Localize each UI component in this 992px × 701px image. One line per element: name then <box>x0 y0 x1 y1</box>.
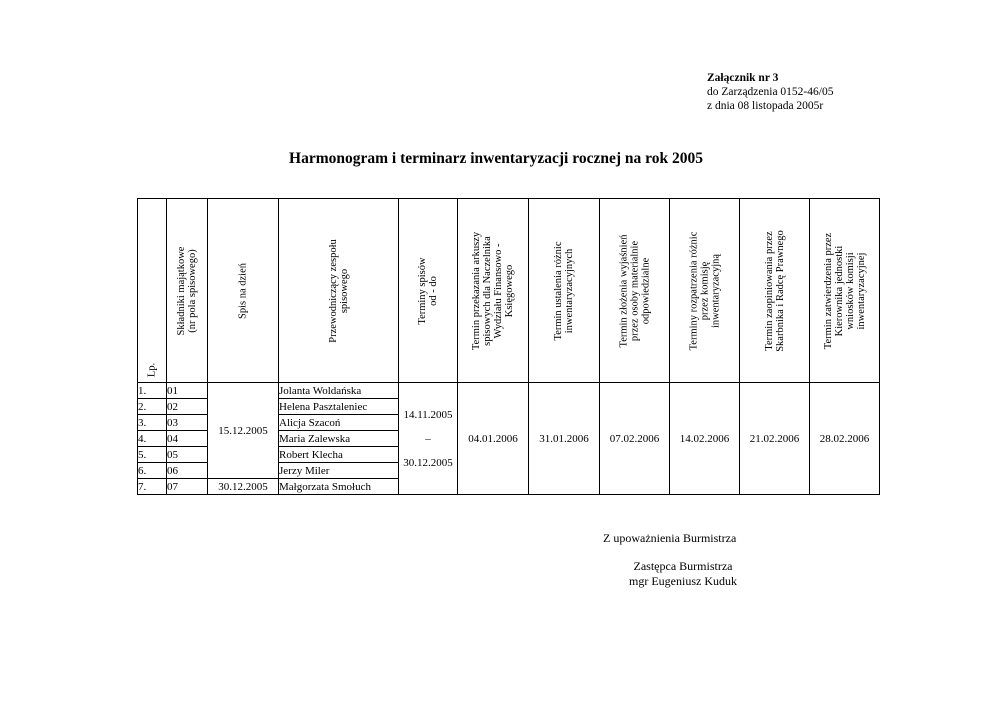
pole-cell: 01 <box>167 383 208 399</box>
lp-cell: 2. <box>138 399 167 415</box>
header-line: Wydziału Finansowo - <box>493 242 504 339</box>
annex-note <box>707 71 833 113</box>
annex-line-3: z dnia 08 listopada 2005r <box>707 100 824 112</box>
person-cell: Małgorzata Smołuch <box>279 479 399 495</box>
header-line: odpowiedzialne <box>640 257 651 324</box>
pole-cell: 05 <box>167 447 208 463</box>
person-cell: Robert Klecha <box>279 447 399 463</box>
annex-title: Załącznik nr 3 <box>707 72 779 84</box>
date-zlozenia: 07.02.2006 <box>600 383 670 495</box>
header-przekazania <box>458 199 529 383</box>
date-przekazania: 04.01.2006 <box>458 383 529 495</box>
header-line: Termin zaopiniowania przez <box>763 230 775 351</box>
terminy-cell <box>399 383 458 495</box>
header-line: Termin złożenia wyjaśnień <box>618 234 629 347</box>
pole-cell: 07 <box>167 479 208 495</box>
header-line: Terminy spisów <box>417 256 428 325</box>
header-line: Skarbnika i Radcę Prawnego <box>774 229 786 352</box>
lp-cell: 6. <box>138 463 167 479</box>
signature-authorization: Z upoważnienia Burmistrza <box>603 531 737 545</box>
header-rozpatrzenia <box>670 199 740 383</box>
person-cell: Helena Pasztaleniec <box>279 399 399 415</box>
date-rozpatrzenia: 14.02.2006 <box>670 383 740 495</box>
header-line: inwentaryzacyjną <box>710 253 721 328</box>
person-cell: Alicja Szacoń <box>279 415 399 431</box>
pole-cell: 03 <box>167 415 208 431</box>
header-terminy <box>399 199 458 383</box>
header-line: Księgowego <box>504 264 515 317</box>
header-lp <box>138 199 167 383</box>
lp-cell: 4. <box>138 431 167 447</box>
header-line: od - do <box>428 275 439 306</box>
header-line: inwentaryzacyjnej <box>855 252 867 329</box>
date-ustalenia: 31.01.2006 <box>529 383 600 495</box>
header-line: wniosków komisji <box>844 251 856 330</box>
annex-line-2: do Zarządzenia 0152-46/05 <box>707 86 834 98</box>
person-cell: Jolanta Woldańska <box>279 383 399 399</box>
header-line: Lp. <box>146 362 158 378</box>
header-line: Termin zatwierdzenia przez <box>822 232 834 349</box>
header-line: przez osoby materialnie <box>629 240 640 341</box>
header-line: Składniki majątkowe <box>176 246 187 335</box>
pole-cell: 04 <box>167 431 208 447</box>
person-cell: Maria Zalewska <box>279 431 399 447</box>
person-cell: Jerzy Miler <box>279 463 399 479</box>
header-line: Przewodniczący zespołu <box>327 238 339 343</box>
schedule-table <box>137 198 880 495</box>
lp-cell: 7. <box>138 479 167 495</box>
header-line: inwentaryzacyjnych <box>564 248 575 333</box>
lp-cell: 5. <box>138 447 167 463</box>
header-spis-na-dzien <box>208 199 279 383</box>
date-zaopiniowania: 21.02.2006 <box>740 383 810 495</box>
header-przewodniczacy <box>279 199 399 383</box>
header-line: spisowych dla Naczelnika <box>482 235 493 346</box>
signature-block <box>593 531 773 589</box>
terminy-to: 30.12.2005 <box>403 456 453 469</box>
lp-cell: 3. <box>138 415 167 431</box>
signature-name: mgr Eugeniusz Kuduk <box>629 574 737 588</box>
header-zaopiniowania <box>740 199 810 383</box>
spis-date-1: 15.12.2005 <box>208 383 279 479</box>
header-line: spisowego <box>338 268 350 313</box>
pole-cell: 02 <box>167 399 208 415</box>
header-line: Termin przekazania arkuszy <box>471 231 482 350</box>
signature-role: Zastępca Burmistrza <box>633 559 733 573</box>
header-skladniki <box>167 199 208 383</box>
header-line: (nr pola spisowego) <box>187 248 198 333</box>
header-line: przez komisję <box>699 261 710 320</box>
header-zlozenia <box>600 199 670 383</box>
pole-cell: 06 <box>167 463 208 479</box>
header-line: Kierownika jednostki <box>833 245 845 336</box>
date-zatwierdzenia: 28.02.2006 <box>810 383 880 495</box>
spis-date-2: 30.12.2005 <box>208 479 279 495</box>
header-line: Termin ustalenia różnic <box>553 241 564 340</box>
header-row <box>138 199 880 383</box>
header-ustalenia <box>529 199 600 383</box>
terminy-from: 14.11.2005 <box>403 408 453 421</box>
table-row <box>138 383 880 399</box>
header-line: Spis na dzień <box>237 262 249 319</box>
lp-cell: 1. <box>138 383 167 399</box>
header-zatwierdzenia <box>810 199 880 383</box>
document-title: Harmonogram i terminarz inwentaryzacji rocznej na rok 2005 <box>289 150 703 167</box>
terminy-sep: – <box>425 432 431 445</box>
header-line: Terminy rozpatrzenia różnic <box>688 231 699 350</box>
